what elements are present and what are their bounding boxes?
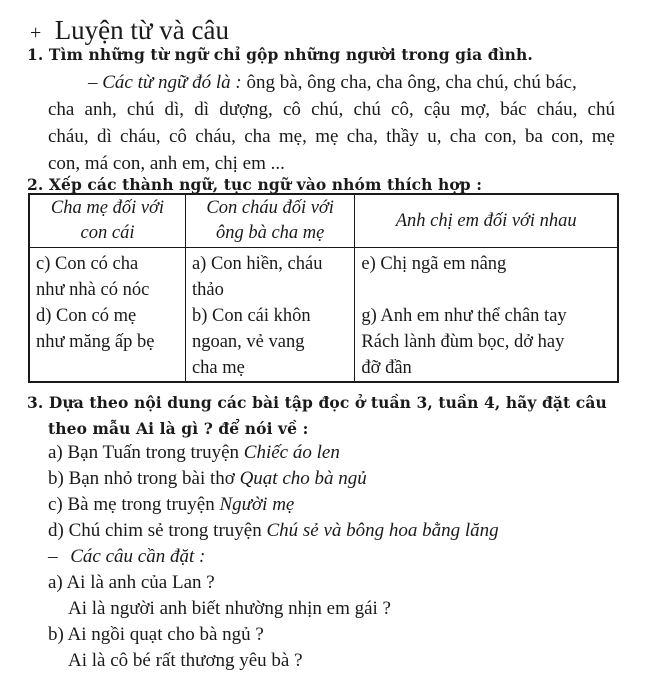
cell-siblings: e) Chị ngã em nâng g) Anh em như thể chân tay Rách lành đùm bọc, dở hay đỡ đần <box>355 248 618 383</box>
answer-lead: – Các từ ngữ đó là : <box>88 72 242 93</box>
question-3-item-b: b) Bạn nhỏ trong bài thơ Quạt cho bà ngủ <box>48 468 367 489</box>
section-heading <box>30 14 229 46</box>
question-2-prompt: 2. Xếp các thành ngữ, tục ngữ vào nhóm thích hợp : <box>27 175 483 194</box>
question-1-answer-line-2: cha anh, chú dì, dì dượng, cô chú, chú cô, cậu mợ, bác cháu, chú <box>48 99 615 120</box>
answer-text: ông bà, ông cha, cha ông, cha chú, chú bác, <box>241 72 577 93</box>
question-3-item-a: a) Bạn Tuấn trong truyện Chiếc áo len <box>48 442 340 463</box>
header-siblings: Anh chị em đối với nhau <box>355 194 618 248</box>
cell-children-to-grandparents: a) Con hiền, cháu thảo b) Con cái khôn ngoan, vẻ vang cha mẹ <box>185 248 354 383</box>
poem-title: Quạt cho bà ngủ <box>239 468 367 489</box>
table-header-row <box>29 194 618 248</box>
question-3-prompt-line-2: theo mẫu Ai là gì ? để nói về : <box>48 419 309 438</box>
story-title: Chú sẻ và bông hoa bằng lăng <box>266 520 499 541</box>
dash: – <box>48 546 58 567</box>
header-parents-to-children: Cha mẹ đối với con cái <box>29 194 185 248</box>
section-title: Luyện từ và câu <box>54 15 230 45</box>
header-children-to-grandparents: Con cháu đối với ông bà cha mẹ <box>185 194 354 248</box>
question-3-answer-b-1: b) Ai ngồi quạt cho bà ngủ ? <box>48 624 264 645</box>
cell-parents-to-children: c) Con có cha như nhà có nóc d) Con có mẹ như măng ấp bẹ <box>29 248 185 383</box>
story-title: Người mẹ <box>219 494 295 515</box>
question-3-answer-a-2: Ai là người anh biết nhường nhịn em gái ? <box>68 598 391 619</box>
table-row <box>29 248 618 383</box>
question-3-answer-a-1: a) Ai là anh của Lan ? <box>48 572 215 593</box>
proverb-table <box>28 193 619 383</box>
question-3-answer-lead: – Các câu cần đặt : <box>48 546 206 567</box>
question-3-item-c: c) Bà mẹ trong truyện Người mẹ <box>48 494 295 515</box>
story-title: Chiếc áo len <box>243 442 340 463</box>
question-3-item-d: d) Chú chim sẻ trong truyện Chú sẻ và bông hoa bằng lăng <box>48 520 499 541</box>
question-3-prompt-line-1: 3. Dựa theo nội dung các bài tập đọc ở tuần 3, tuần 4, hãy đặt câu <box>27 393 607 412</box>
question-1-answer-line-1 <box>88 72 577 94</box>
question-1-prompt: 1. Tìm những từ ngữ chỉ gộp những người trong gia đình. <box>27 45 533 64</box>
question-1-answer-line-3: cháu, dì cháu, cô cháu, cha mẹ, mẹ cha, thầy u, cha con, ba con, mẹ <box>48 126 615 147</box>
plus-bullet-icon: + <box>30 22 42 44</box>
question-1-answer-line-4: con, má con, anh em, chị em ... <box>48 153 285 174</box>
question-3-answer-b-2: Ai là cô bé rất thương yêu bà ? <box>68 650 303 671</box>
